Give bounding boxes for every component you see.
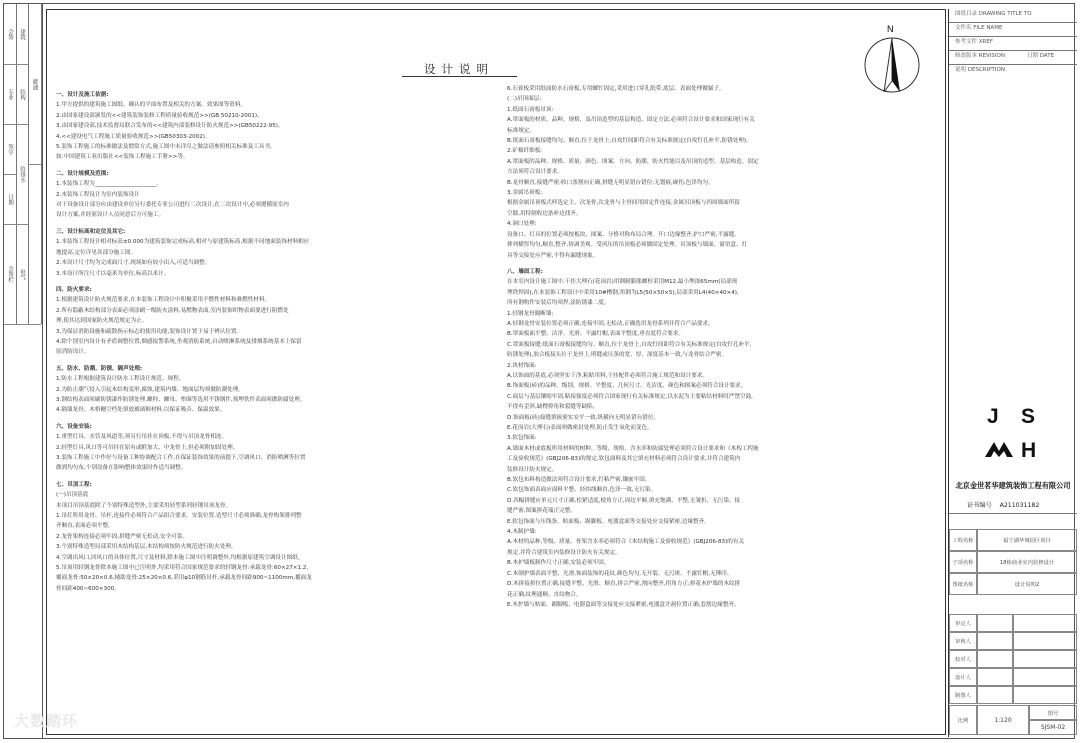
note-line: 6.石膏板采用纸面防水石膏板,专用螺钉固定,采用进口穿孔纸带,底层、表面处理做腻子。 [507, 86, 725, 92]
note-line: 1.甲方提供的建筑施工图纸、确认的平面布置及相关的方案、效果图等资料。 [56, 102, 246, 109]
note-line: C.面层与基层镶贴牢固,粘接强度必须符合国家现行有关标准规定,以水泥为主要粘结材料时严禁空鼓, [507, 393, 753, 400]
note-line: 4.除个别室内设计有矛盾调整位置,烟感报警系统,坐观消防系统,自动喷淋系统及排烟系统基本上保留 [56, 338, 302, 345]
binding-cell: 给排水 [16, 124, 28, 225]
sign-label: 校对人 [949, 650, 977, 668]
note-line: 防锈处理),胶合板接头位于龙骨上,明缝或压条的宽、厚、深度基本一致,与龙骨结合严密。 [507, 352, 728, 359]
note-line: 4.隔墙龙骨、木格栅空档处填放玻璃棉材料,以保证吸音、保温效果。 [56, 407, 226, 414]
note-line: 1.轻钢龙骨隔断墙: [507, 310, 554, 317]
note-line: 4.<<建设电气工程施工质量验收规范>>(GB50303-2002)。 [56, 133, 211, 140]
note-line: 2.本设计尺寸均为完成面尺寸,现场如有较小出入,可适当调整。 [56, 260, 211, 267]
note-line: A.墙面木材或底板所用材料的树种、等级、规格、含水率和防腐处理必须符合设计要求和《木构工程施 [507, 445, 759, 452]
sign-cell [977, 632, 1013, 650]
tb-row: 参考文件 XREF [949, 37, 1077, 51]
sign-label: 设计人 [949, 668, 977, 686]
tb-row: 文件名 FILE NAME [949, 23, 1077, 37]
note-line: 原消防设计。 [56, 349, 90, 356]
note-line: 2.龙骨架构连接必须牢固,拼缝严密无松动,安全可靠。 [56, 533, 188, 540]
note-line: A.轻钢龙骨安装位置必须正确,连接牢固,无松动,正确选用龙骨系列并符合产品要求。 [507, 320, 714, 327]
note-line: 空隙,用特制收边条补边找齐。 [507, 210, 582, 217]
note-line: 3.由国家建设部,技术监督局联合发布的<<建筑内部装修设计防火规范>>(GB50222-95)。 [56, 123, 284, 130]
note-line: 标准规定。 [507, 127, 535, 134]
section-heading: 八、墙面工程: [507, 268, 543, 275]
tb-value: 福宁湖华城园区项目 [977, 529, 1077, 551]
section-heading: 六、设备安装: [56, 423, 92, 430]
note-line: 2.本装饰工程设计为室内装饰设计 [56, 191, 140, 198]
sign-cell [1013, 614, 1077, 632]
cert-number [967, 500, 1039, 509]
note-line: E.木护墙与贴面、踢脚板、电器盒面等交接处应交接紧密,电器盒开洞位置正确,套割边缘整齐。 [507, 601, 740, 608]
section-heading: 三、设计标高和定位及其它: [56, 228, 126, 235]
note-line: 覆面龙骨:50×20×0.6,辅助龙骨:25×20×0.6,采用φ10钢筋吊杆,承载龙骨间距900~1100mm,覆面龙 [56, 575, 312, 582]
section-heading: 一、设计及施工依据: [56, 92, 109, 98]
note-line: 3.为保证消防设施和疏散指示标志的使用功能,装饰设计置于易于辨认位置。 [56, 328, 243, 335]
tb-value: 设计说明2 [977, 573, 1077, 595]
note-line: 装修设计防火规定。 [507, 466, 558, 473]
note-line: A.罩面板的材质、品种、规格、及吊顶造型的基层构造、固定方法,必须符合设计要求和国家现行有关 [507, 117, 755, 124]
svg-text:H: H [1021, 439, 1037, 462]
note-line: 工及验收规范》(GBJ206-83)的规定,软包面料及其它填充材料必须符合设计要求,并符合建筑内 [507, 456, 741, 463]
sign-cell [977, 614, 1013, 632]
note-line: 排列横竖均匀,顺直,整齐,协调美观。受风压的吊顶板必须做固定处理。吊顶板与墙面、窗帘盒、灯 [507, 242, 748, 249]
binding-cell: 会签 [4, 4, 16, 65]
note-line: 1.重型灯具、水管及风道等,须另行吊挂在顶板,不得与吊顶龙骨相连。 [56, 434, 228, 441]
note-line: 设备口、灯具的位置必须按板块、图案、分格对称布局合理。开口边缘整齐,护口严密,不露缝, [507, 231, 737, 238]
note-line: D.各幅拼缝应单元尺寸正确,松紧适度,棱角方正,周边平顺,填充饱满、平整,无皱折、无污染、接 [507, 497, 741, 504]
note-line: 具等交接处应严密,不得有漏缝现象。 [507, 252, 599, 259]
binding-cell: 会签栏 [4, 224, 16, 325]
note-line: 方法须符合设计要求。 [507, 169, 563, 176]
note-line: 规定,并符合建筑室内装修设计防火有关规定。 [507, 549, 621, 556]
note-line: 1.纸面石膏板吊顶: [507, 106, 554, 113]
note-line: 4.木制护墙: [507, 529, 537, 536]
note-line: 做到均匀布,个别设备在影响整体效果时作适当调整。 [56, 465, 187, 472]
section-heading: 四、防火要求: [56, 286, 92, 293]
note-line: 不得有歪斜,缺楞掉角和裂缝等缺陷。 [507, 404, 599, 411]
sheet-no-label: 图号 [1029, 705, 1077, 720]
binding-cell: 日期 [4, 174, 16, 225]
sign-label: 制图人 [949, 686, 977, 704]
signature-grid [949, 614, 1077, 704]
page-title: 设计说明 [424, 62, 494, 76]
note-line: 所有钢构件安装后均须焊,涂防锈漆二度。 [507, 300, 610, 307]
notes-column-right [507, 84, 759, 610]
note-line: 3.本设计所注尺寸以毫米为单位,标高以米计。 [56, 270, 170, 277]
note-line: 4.洞口处理: [507, 221, 537, 228]
company-name: 北京金世茗华建筑装饰工程有限公司 [955, 481, 1071, 490]
tb-row: 说明 DESCRIPTION [955, 67, 1005, 73]
note-line: 地提高,定位详见各部分施工图。 [56, 249, 137, 256]
note-line: 1.本装饰工程为______________________。 [56, 181, 163, 188]
sign-cell [977, 686, 1013, 704]
scale-grid [949, 705, 1077, 735]
binding-cell [28, 164, 41, 325]
note-line: 2.为防止潮气侵入引起木结构变形,腐蚀,建筑内墙、地面层均须做防潮处理。 [56, 386, 244, 393]
note-line: 3.装饰工程施工中作好与设备工种协调配合工作,在保证装饰效果的前提下,空调风口、消防喷淋等位置 [56, 455, 306, 461]
tb-value: 18栋商业室内装修设计 [977, 551, 1077, 573]
cert-label: 证书编号 [967, 502, 992, 509]
note-line: D.饰面板(砖)接缝填嵌密实安平一致,纵横向无明显错台错位。 [507, 414, 660, 421]
binding-cell: 签字 [4, 124, 16, 175]
note-line: C.罩面板接缝:纸面石膏板接缝均匀、顺直,位于龙骨上,自攻钉间距符合有关标准规定(自攻钉孔补平, [507, 341, 752, 348]
note-line: 缝严密,图案拼花端正完整。 [507, 508, 576, 515]
tb-row: 图纸目录 DRAWING TITLE TO [949, 9, 1077, 23]
company-logo [949, 399, 1077, 479]
watermark: 大数踏环 [14, 712, 79, 730]
binding-col [28, 4, 42, 324]
tb-label: 工程名称 [949, 529, 977, 551]
svg-text:J: J [987, 405, 999, 428]
note-line: 2.轻型灯具,风口等可吊挂在原有或附加大、中龙骨上,但必须附加固处理。 [56, 444, 239, 451]
project-info-grid [949, 529, 1077, 599]
note-line: A.以饰面的基底,必须坚实干净,粘贴用料,干挂配件必须符合施工规范和设计要求。 [507, 372, 709, 379]
note-line: 3.软包饰面: [507, 435, 537, 442]
note-line: 1.吊灯所用龙骨、吊杆,连接件必须符合产品组合要求。安装位置,造型尺寸必须准确,龙骨构架排列整 [56, 513, 302, 520]
note-line: B.纸面石膏板接缝均匀、顺直,位于龙骨上,自攻钉间距符合有关标准规定(自攻钉孔补平,防锈处理)。 [507, 138, 752, 145]
note-line: 本项目吊顶基底除了个别特殊造型外,主要采用轻型系列轻钢吊顶龙骨。 [56, 502, 232, 509]
tb-label: 图纸名称 [949, 573, 977, 595]
note-line: B.龙骨顺直,接缝严密;收口条割向正确,拼缝无明显错台错位;无划痕,碰伤,色泽均匀。 [507, 179, 714, 186]
note-line: A.木材的品种,等级、质量、骨架含水率必须符合《木结构施工及验收规范》(GBJ206-83)的有关 [507, 539, 745, 546]
tb-row: 修改版本 REVISION [949, 51, 1021, 65]
note-line: 理,使其达到国家防火规范规定为止。 [56, 318, 148, 325]
note-line: 3.金属吊顶板: [507, 190, 543, 197]
drawing-sheet [3, 3, 1075, 739]
note-line: B.罩面板面平整、洁净、光滑、不露钉帽,表面平整度,垂直度符合要求。 [507, 331, 684, 338]
note-line: 2.块材饰面: [507, 362, 537, 369]
note-line: B.木护墙板制作尺寸正确,安装必须牢固。 [507, 560, 610, 567]
note-line: 根据金属吊顶板式样选定主、次龙骨,次龙骨与主骨间用固定件连接,金属吊顶板与四周墙面所留 [507, 200, 740, 207]
note-line: (一)吊顶基底 [56, 492, 89, 499]
cert-value: A211031182 [999, 502, 1040, 509]
sign-cell [977, 668, 1013, 686]
note-line: 设计方案,并经原设计人员同意后方可施工。 [56, 212, 165, 219]
note-line: 花正确,纹理通顺、直纹吻合。 [507, 591, 582, 598]
note-line: 2.由国家建设部颁发的<<建筑装饰装修工程质量验收规范>>(GB 50210-2001)。 [56, 112, 263, 119]
note-line: B.软包布料构造做法须符合设计要求,钉粘严密,镶嵌牢固。 [507, 477, 651, 484]
note-line: 1.防水工程根据建筑设计防水工程设计规范、规程。 [56, 376, 185, 383]
note-line: D.木拼接拼位置正确,接缝平整、光滑、顺直,拼合严密,割向整齐,拐角方正;拼花木护墙的木纹拼 [507, 581, 741, 588]
binding-cell: 结构 [16, 64, 28, 125]
section-heading: 七、吊顶工程: [56, 481, 92, 488]
sheet-no: SJSM-02 [1029, 720, 1077, 735]
tb-label: 子项名称 [949, 551, 977, 573]
note-line: 骨间距400~600×300。 [56, 585, 120, 592]
note-line: E.软包饰面与压线条、贴面板、踢脚板、电器盒面等交接处应交接紧密,边缘整齐。 [507, 518, 710, 525]
note-line: 1.根据建筑设计防火规范要求,在本装饰工程设计中积极采用不燃性材料和难燃性材料。 [56, 297, 271, 304]
sign-label: 审核人 [949, 632, 977, 650]
sign-cell [1013, 650, 1077, 668]
binding-cell: 专业 [4, 64, 16, 125]
note-line: 1.本装饰工程设计相对标高±0.000为建筑装饰完成标高,相对与原建筑标高,根据不同地面装饰材料相应 [56, 239, 310, 246]
note-line: 2.所有隐蔽木结构部分表面必须涂刷一级防火涂料,易燃物表面,室内装饰织物表面要进行阻燃处 [56, 307, 289, 314]
note-line: (二)吊顶面层: [507, 96, 542, 103]
binding-cell: 建筑 [16, 4, 28, 65]
section-heading: 二、设计规模及范围: [56, 170, 109, 177]
note-line: C.木制护墙表面平整、光滑,饰面装饰的花纹,颜色均匀,无开裂、无污斑、不露钉帽,无锤印。 [507, 570, 733, 577]
title-underline [402, 76, 517, 77]
note-line: A.罩面板的品种、规格、质量、颜色、图案、方向、防潮、防火性能以及吊顶的造型、基层构造、固定 [507, 158, 759, 165]
note-line: E.花岗岩(大理石)表面须做密封处理,防止发生氧化而变色。 [507, 425, 653, 431]
note-line: 3.钢结构表面须刷防锈漆作防锈处理,螺栓、螺母、垫圈等选用不锈钢件,预埋铁件表面须做防腐处理。 [56, 396, 306, 403]
note-line: 3.个别特殊造型局部采用木结构基层,木结构须按防火规范进行防火处理。 [56, 544, 237, 551]
note-line: B.饰面板(砖)的品种、级别、规格、平整度、几何尺寸、光洁度、颜色和图案必须符合设计要求。 [507, 383, 747, 390]
sign-cell [1013, 686, 1077, 704]
note-line: 4.空调出风口,回风口的具体位置,尺寸及材料,除本施工图中注明调整外,均根据原建筑空调设计图纸。 [56, 554, 304, 561]
sign-cell [977, 650, 1013, 668]
sign-cell [1013, 632, 1077, 650]
section-heading: 五、防水、防潮、防锈、隔声处理: [56, 365, 143, 372]
north-arrow-icon [860, 21, 924, 97]
north-label: N [887, 24, 894, 34]
note-line: 5.装饰工程施工的标准做法及惯常方式,施工图中未详尽之做法请参照相关标准及工具书, [56, 144, 272, 151]
svg-text:S: S [1021, 405, 1036, 428]
binding-strip [4, 4, 43, 738]
note-line: 对于设备设计部分应由建设单位另行委托专业公司进行二次设计,在二次设计中,必须遵循原室内 [56, 202, 289, 209]
note-line: 2.矿棉纤维板: [507, 148, 543, 155]
note-line: 埋铁焊固),在本装饰工程设计中采用10#槽钢,角钢为L5(50×50×5),局部采用L4(40×40×4), [507, 289, 739, 296]
binding-cell: 电气 [16, 224, 28, 325]
scale-value: 1:120 [977, 705, 1029, 735]
notes-column-left [56, 84, 312, 594]
sign-label: 审定人 [949, 614, 977, 632]
note-line: 在本室内设计施工图中,干挂大理石(花岗岩)用钢制膨胀螺栓采用M12,最小埋深65mm(局部预 [507, 279, 738, 286]
scale-label: 比例 [949, 705, 977, 735]
title-block [948, 9, 1077, 737]
tb-row: 日期 DATE [1021, 51, 1077, 65]
note-line: C.软包饰面表面应面料平整、经纬线顺直,色泽一致,无污染。 [507, 487, 657, 494]
note-line: 5.吊顶用轻钢龙骨除本施工图中已注明外,均采用符合国家规范要求的轻钢龙骨:承载龙骨:60×27×1.2, [56, 565, 309, 572]
sign-cell [1013, 668, 1077, 686]
note-line: 如:中国建筑工业出版社<<装饰工程施工手册>>等。 [56, 154, 189, 161]
note-line: 齐顺直,表面必须平整。 [56, 523, 114, 530]
binding-cell: 暖通 [28, 4, 41, 165]
